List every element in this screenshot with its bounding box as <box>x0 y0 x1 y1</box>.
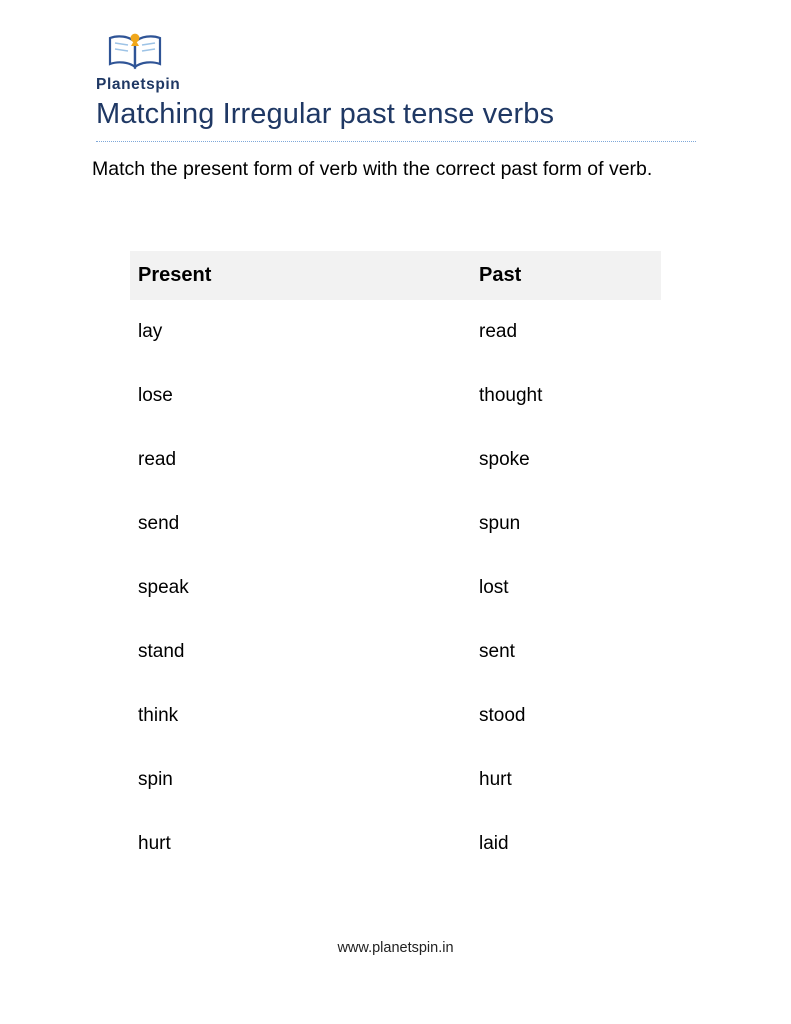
present-verb: lay <box>138 321 163 342</box>
column-header-past: Past <box>471 251 661 300</box>
title-divider <box>96 141 696 142</box>
table-row <box>130 300 661 364</box>
verb-matching-table <box>130 251 661 876</box>
table-row <box>130 748 661 812</box>
past-verb: lost <box>479 577 509 598</box>
past-verb: spoke <box>479 449 530 470</box>
table-row <box>130 364 661 428</box>
past-verb: read <box>479 321 518 342</box>
table-row <box>130 492 661 556</box>
footer-url: www.planetspin.in <box>337 940 454 956</box>
column-header-present: Present <box>130 251 471 300</box>
brand-logo <box>96 30 296 94</box>
present-verb: read <box>138 449 177 470</box>
table-row <box>130 556 661 620</box>
present-verb: hurt <box>138 833 171 854</box>
present-verb: speak <box>138 577 189 598</box>
past-verb: spun <box>479 513 521 534</box>
present-verb: think <box>138 705 179 726</box>
past-verb: stood <box>479 705 526 726</box>
instruction-text: Match the present form of verb with the correct past form of verb. <box>92 158 653 180</box>
table-row <box>130 620 661 684</box>
page-title: Matching Irregular past tense verbs <box>96 98 555 130</box>
present-verb: spin <box>138 769 173 790</box>
past-verb: laid <box>479 833 509 854</box>
present-verb: stand <box>138 641 185 662</box>
past-verb: hurt <box>479 769 512 790</box>
past-verb: thought <box>479 385 543 406</box>
present-verb: send <box>138 513 180 534</box>
table-row <box>130 428 661 492</box>
present-verb: lose <box>138 385 173 406</box>
brand-name: Planetspin <box>96 76 181 93</box>
table-header-row <box>130 251 661 300</box>
table-row <box>130 812 661 876</box>
open-book-icon <box>104 30 166 72</box>
past-verb: sent <box>479 641 515 662</box>
table-row <box>130 684 661 748</box>
